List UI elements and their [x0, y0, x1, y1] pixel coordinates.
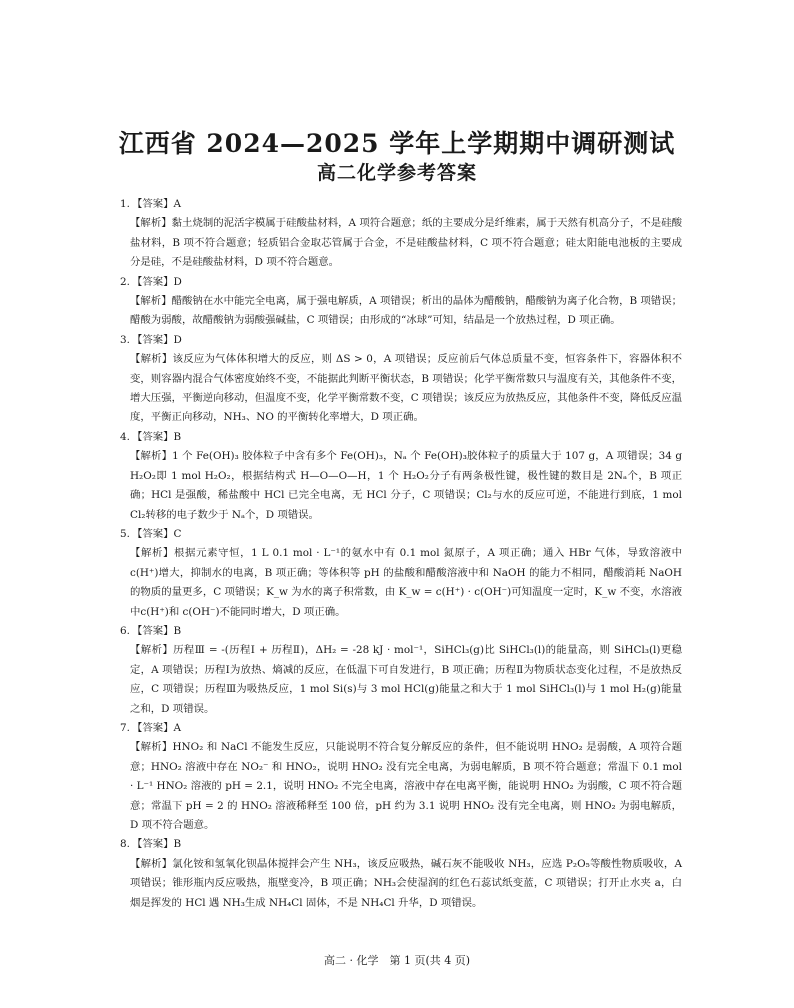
question-item-1 [120, 195, 682, 273]
question-number: 3. [120, 333, 130, 346]
question-number: 4. [120, 430, 130, 443]
question-item-6 [120, 622, 682, 719]
page-subtitle: 高二化学参考答案 [316, 162, 477, 184]
answer-line [120, 719, 682, 738]
page-footer: 高二 · 化学 第 1 页(共 4 页) [323, 954, 471, 967]
question-item-7 [120, 719, 682, 835]
answer-list [120, 195, 682, 913]
answer-line [120, 331, 682, 350]
question-item-2 [120, 273, 682, 331]
question-number: 7. [120, 721, 130, 734]
explanation-text: 【解析】黏土烧制的泥活字模属于硅酸盐材料，A 项符合题意；纸的主要成分是纤维素，属于天然有机高分子，不是硅酸盐材料，B 项不符合题意；轻质铝合金取芯管属于合金，不是硅酸盐材料，C 项不符合题意；硅太阳能电池板的主要成分是硅，不是硅酸盐材料，D 项不符合题意。 [130, 217, 682, 269]
answer-text: 【答案】B [132, 838, 182, 851]
explanation-text: 【解析】1 个 Fe(OH)₃ 胶体粒子中含有多个 Fe(OH)₃，Nₐ 个 Fe(OH)₃胶体粒子的质量大于 107 g，A 项错误；34 g H₂O₂即 1 mol H₂O₂，根据结构式 H—O—O—H，1 个 H₂O₂分子有两条极性键，极性键的数目是 2Nₐ个，B 项正确；HCl 是强酸，稀盐酸中 HCl 已完全电离，无 HCl 分子，C 项错误；Cl₂与水的反应可逆，不能进行到底，1 mol Cl₂转移的电子数少于 Nₐ个，D 项错误。 [130, 450, 682, 521]
question-number: 1. [120, 198, 130, 210]
explanation-text: 【解析】醋酸钠在水中能完全电离，属于强电解质，A 项错误；析出的晶体为醋酸钠，醋酸钠为离子化合物，B 项错误；醋酸为弱酸，故醋酸钠为弱酸强碱盐，C 项错误；由形成的“冰球”可知，结晶是一个放热过程，D 项正确。 [130, 295, 682, 327]
question-number: 2. [120, 275, 130, 288]
answer-text: 【答案】C [132, 527, 182, 540]
explanation-text: 【解析】氯化铵和氢氧化钡晶体搅拌会产生 NH₃，该反应吸热，碱石灰不能吸收 NH₃，应选 P₂O₅等酸性物质吸收，A 项错误；锥形瓶内反应吸热，瓶壁变冷，B 项正确；NH₃会使湿润的红色石蕊试纸变蓝，C 项错误；打开止水夹 a，白烟是挥发的 HCl 遇 NH₃生成 NH₄Cl 固体，不是 NH₄Cl 升华，D 项错误。 [130, 857, 682, 909]
explanation-text: 【解析】该反应为气体体积增大的反应，则 ΔS > 0，A 项错误；反应前后气体总质量不变，恒容条件下，容器体积不变，则容器内混合气体密度始终不变，不能据此判断平衡状态，B 项错误；化学平衡常数只与温度有关，其他条件不变，增大压强，平衡逆向移动，但温度不变，化学平衡常数不变，C 项错误；该反应为放热反应，其他条件不变，降低反应温度，平衡正向移动，NH₃、NO 的平衡转化率增大，D 项正确。 [130, 353, 682, 424]
answer-line [120, 835, 682, 854]
answer-text: 【答案】A [132, 198, 182, 210]
answer-text: 【答案】D [132, 275, 182, 288]
answer-line [120, 273, 682, 292]
explanation-text: 【解析】根据元素守恒，1 L 0.1 mol · L⁻¹的氨水中有 0.1 mol 氮原子，A 项正确；通入 HBr 气体，导致溶液中 c(H⁺)增大，抑制水的电离，B 项正确；等体积等 pH 的盐酸和醋酸溶液中和 NaOH 的能力不相同，醋酸消耗 NaOH 的物质的量更多，C 项错误；K_w 为水的离子积常数，由 K_w = c(H⁺) · c(OH⁻)可知温度一定时，K_w 不变，水溶液中c(H⁺)和 c(OH⁻)不能同时增大，D 项正确。 [130, 547, 682, 618]
answer-text: 【答案】A [132, 721, 182, 734]
question-item-4 [120, 428, 682, 525]
question-number: 6. [120, 624, 130, 637]
explanation-text: 【解析】历程Ⅲ = -(历程Ⅰ + 历程Ⅱ)，ΔH₂ = -28 kJ · mol⁻¹，SiHCl₃(g)比 SiHCl₃(l)的能量高，则 SiHCl₃(l)更稳定，A 项错误；历程Ⅰ为放热、熵减的反应，在低温下可自发进行，B 项正确；历程Ⅱ为物质状态变化过程，不是放热反应，C 项错误；历程Ⅲ为吸热反应，1 mol Si(s)与 3 mol HCl(g)能量之和大于 1 mol SiHCl₃(l)与 1 mol H₂(g)能量之和，D 项错误。 [130, 644, 682, 715]
question-item-5 [120, 525, 682, 622]
answer-text: 【答案】D [132, 333, 182, 346]
answer-line [120, 195, 682, 214]
page-title: 江西省 2024—2025 学年上学期期中调研测试 [118, 129, 676, 158]
answer-line [120, 525, 682, 544]
question-number: 8. [120, 838, 130, 851]
answer-line [120, 622, 682, 641]
question-number: 5. [120, 527, 130, 540]
question-item-3 [120, 331, 682, 428]
answer-text: 【答案】B [132, 624, 182, 637]
answer-line [120, 428, 682, 447]
explanation-text: 【解析】HNO₂ 和 NaCl 不能发生反应，只能说明不符合复分解反应的条件，但不能说明 HNO₂ 是弱酸，A 项符合题意；HNO₂ 溶液中存在 NO₂⁻ 和 HNO₂，说明 HNO₂ 没有完全电离，为弱电解质，B 项不符合题意；常温下 0.1 mol · L⁻¹ HNO₂ 溶液的 pH = 2.1，说明 HNO₂ 不完全电离，溶液中存在电离平衡，能说明 HNO₂ 为弱酸，C 项不符合题意；常温下 pH = 2 的 HNO₂ 溶液稀释至 100 倍，pH 约为 3.1 说明 HNO₂ 没有完全电离，则 HNO₂ 为弱电解质，D 项不符合题意。 [130, 741, 682, 831]
question-item-8 [120, 835, 682, 913]
answer-text: 【答案】B [132, 430, 182, 443]
